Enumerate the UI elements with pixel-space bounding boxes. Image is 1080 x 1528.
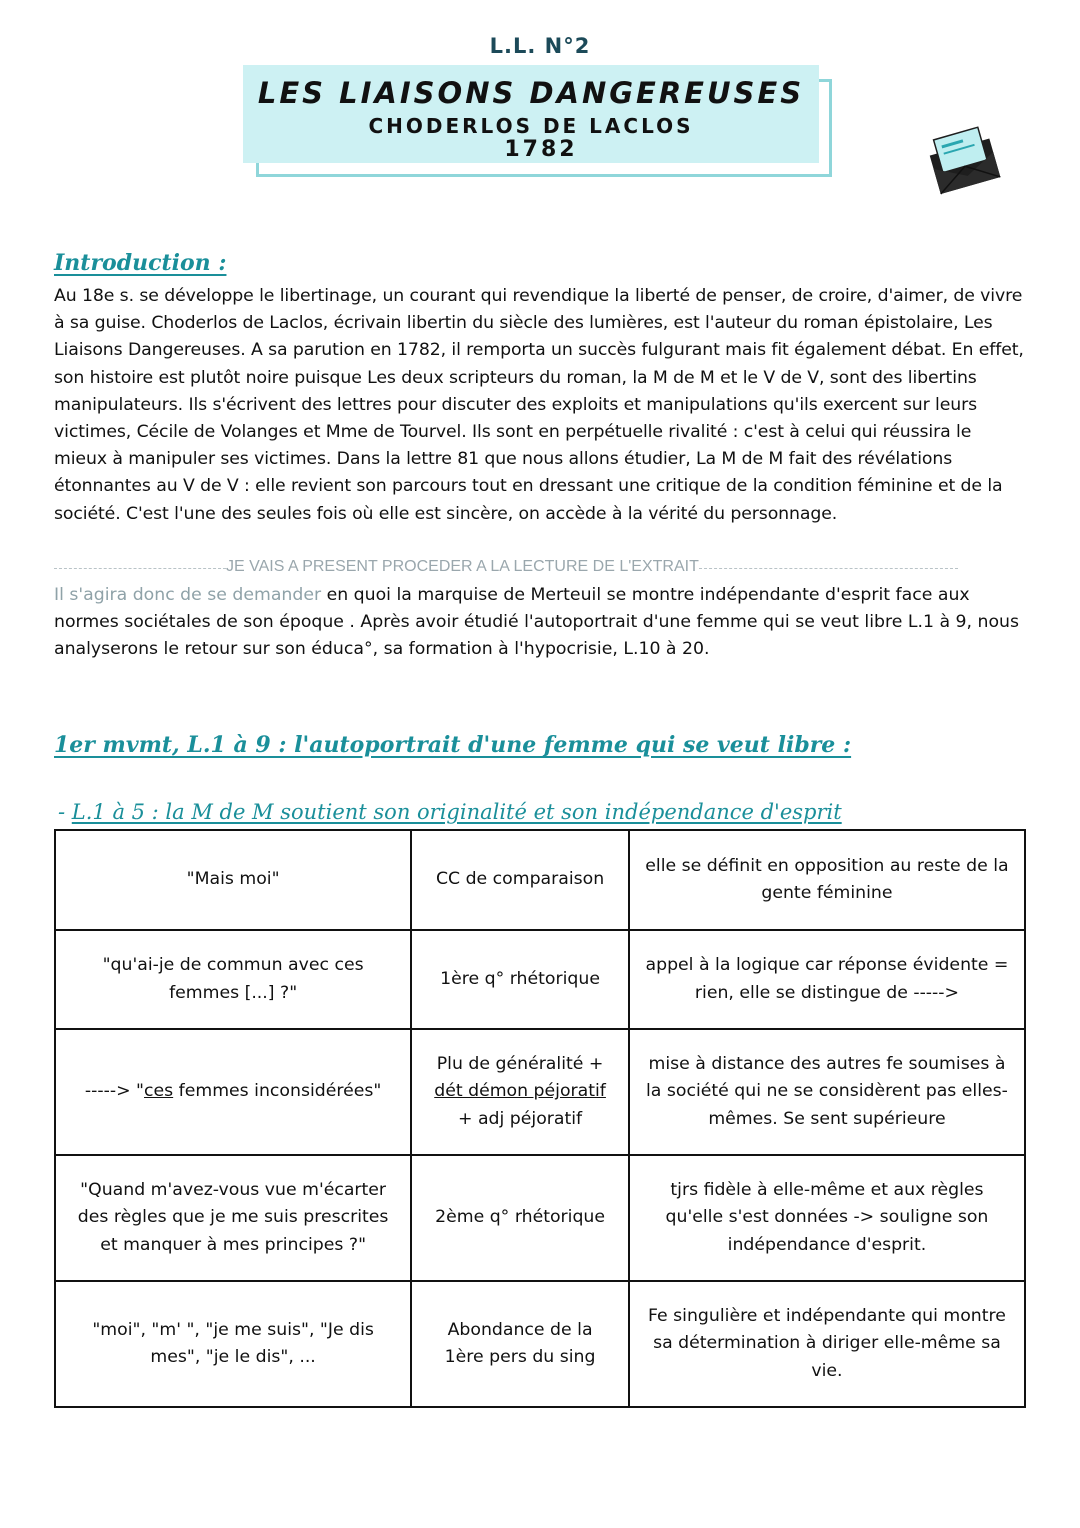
quote-cell: "qu'ai-je de commun avec ces femmes [...] ?" xyxy=(55,930,411,1029)
subsection-prefix: - xyxy=(58,800,72,824)
book-year: 1782 xyxy=(504,137,578,162)
procede-cell xyxy=(411,1029,629,1155)
quote-cell: "moi", "m' ", "je me suis", "Je dis mes", "je le dis", ... xyxy=(55,1281,411,1407)
interpretation-cell: elle se définit en opposition au reste de la gente féminine xyxy=(629,830,1025,930)
table-row xyxy=(55,1155,1025,1281)
problematic-paragraph xyxy=(54,582,1024,664)
quote-prefix: -----> " xyxy=(84,1081,145,1102)
ll-number: L.L. N°2 xyxy=(489,34,591,58)
interpretation-cell: mise à distance des autres fe soumises à la société qui ne se considèrent pas elles-mêmes. Se sent supérieure xyxy=(629,1029,1025,1155)
subsection-title xyxy=(58,800,842,824)
table-row xyxy=(55,830,1025,930)
intro-title: Introduction : xyxy=(54,250,227,276)
table-row xyxy=(55,1281,1025,1407)
quote-rest: femmes inconsidérées" xyxy=(173,1081,382,1102)
problematic-text: en quoi la marquise de Merteuil se montre indépendante d'esprit face aux normes sociétales de son époque . Après avoir étudié l'autoportrait d'une femme qui se veut libre L.1 à 9, nous analyserons le retour sur son éduca°, sa formation à l'hypocrisie, L.10 à 20. xyxy=(54,585,1020,660)
dashed-rule-left xyxy=(54,568,226,569)
quote-cell: "Mais moi" xyxy=(55,830,411,930)
reading-note xyxy=(54,556,958,578)
book-title: LES LIAISONS DANGEREUSES xyxy=(257,76,805,110)
procede-cell: 1ère q° rhétorique xyxy=(411,930,629,1029)
reading-note-text: JE VAIS A PRESENT PROCEDER A LA LECTURE DE L'EXTRAIT xyxy=(226,558,699,575)
subsection-text: L.1 à 5 : la M de M soutient son originalité et son indépendance d'esprit xyxy=(71,800,842,824)
envelope-letter-icon xyxy=(926,126,1006,196)
procede-cell: 2ème q° rhétorique xyxy=(411,1155,629,1281)
interpretation-cell: Fe singulière et indépendante qui montre sa détermination à diriger elle-même sa vie. xyxy=(629,1281,1025,1407)
quote-underlined: ces xyxy=(144,1081,174,1102)
procede-cell: Abondance de la 1ère pers du sing xyxy=(411,1281,629,1407)
procede-cell: CC de comparaison xyxy=(411,830,629,930)
movement-title: 1er mvmt, L.1 à 9 : l'autoportrait d'une femme qui se veut libre : xyxy=(54,732,852,758)
analysis-table xyxy=(54,829,1026,1408)
interpretation-cell: tjrs fidèle à elle-même et aux règles qu'elle s'est données -> souligne son indépendance d'esprit. xyxy=(629,1155,1025,1281)
procede-underlined: dét démon péjoratif xyxy=(434,1081,606,1102)
table-row xyxy=(55,930,1025,1029)
dashed-rule-right xyxy=(699,568,958,569)
table-row xyxy=(55,1029,1025,1155)
book-author: CHODERLOS DE LACLOS xyxy=(368,114,694,138)
procede-line-3: + adj péjoratif xyxy=(457,1108,583,1129)
quote-cell: "Quand m'avez-vous vue m'écarter des règles que je me suis prescrites et manquer à mes principes ?" xyxy=(55,1155,411,1281)
problematic-intro: Il s'agira donc de se demander xyxy=(54,585,322,605)
interpretation-cell: appel à la logique car réponse évidente = rien, elle se distingue de -----> xyxy=(629,930,1025,1029)
procede-line-1: Plu de généralité + xyxy=(436,1053,604,1074)
intro-paragraph: Au 18e s. se développe le libertinage, un courant qui revendique la liberté de penser, de croire, d'aimer, de vivre à sa guise. Choderlos de Laclos, écrivain libertin du siècle des lumières, est l'auteur du roman épistolaire, Les Liaisons Dangereuses. A sa parution en 1782, il remporta un succès fulgurant mais fit également débat. En effet, son histoire est plutôt noire puisque Les deux scripteurs du roman, la M de M et le V de V, sont des libertins manipulateurs. Ils s'écrivent des lettres pour discuter des exploits et manipulations qu'ils exercent sur leurs victimes, Cécile de Volanges et Mme de Tourvel. Ils sont en perpétuelle rivalité : c'est à celui qui réussira le mieux à manipuler ses victimes. Dans la lettre 81 que nous allons étudier, La M de M fait des révélations étonnantes au V de V : elle revient son parcours tout en dressant une critique de la condition féminine et de la société. C'est l'une des seules fois où elle est sincère, on accède à la vérité du personnage. xyxy=(54,286,1024,524)
quote-cell xyxy=(55,1029,411,1155)
